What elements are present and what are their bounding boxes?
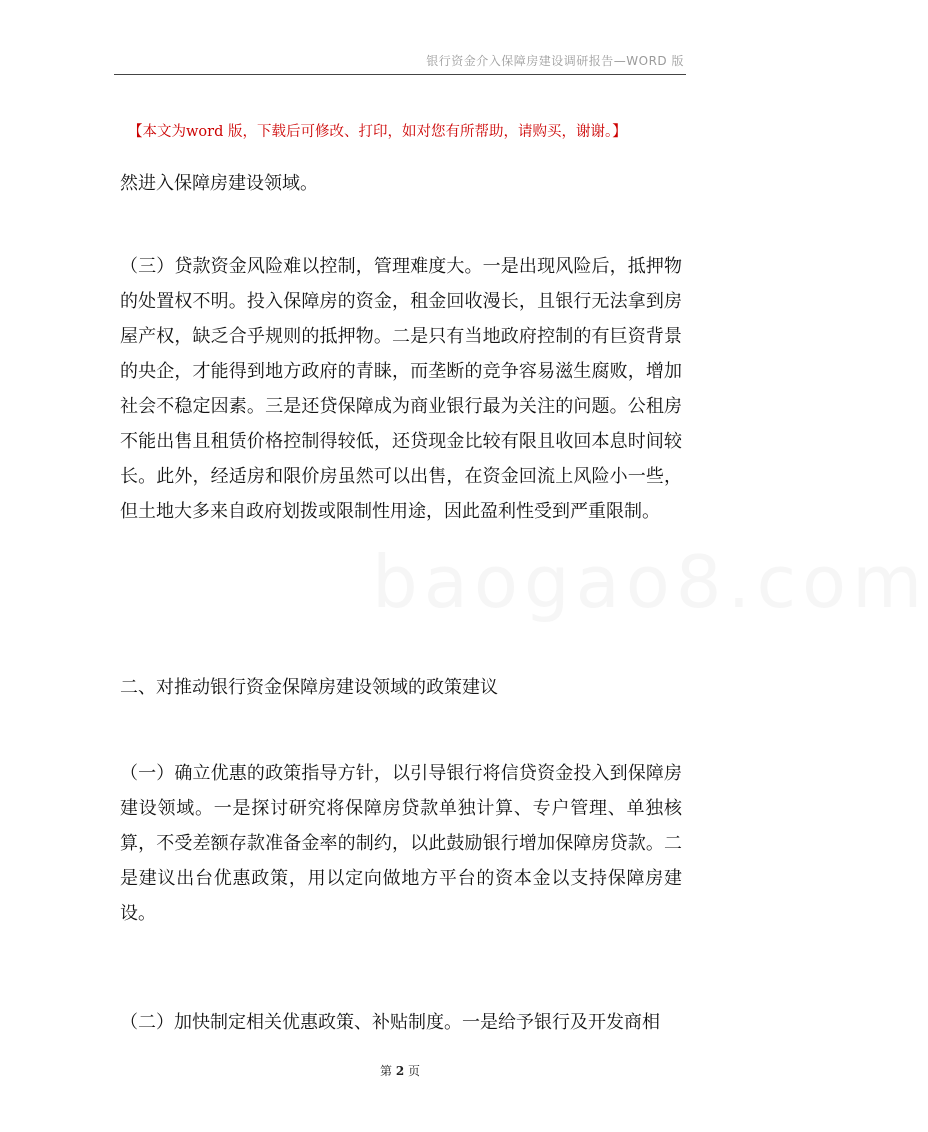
paragraph-policy-guidance: （一）确立优惠的政策指导方针，以引导银行将信贷资金投入到保障房建设领域。一是探讨研究将保障房贷款单独计算、专户管理、单独核算，不受差额存款准备金率的制约，以此鼓励银行增加保障房贷款。二是建议出台优惠政策，用以定向做地方平台的资本金以支持保障房建设。: [120, 763, 682, 924]
watermark: baogao8.com: [372, 540, 928, 624]
section-heading-policy-suggestions: 二、对推动银行资金保障房建设领域的政策建议: [120, 677, 498, 698]
document-header-title: 银行资金介入保障房建设调研报告—WORD 版: [426, 54, 684, 68]
page-number: 2: [395, 1064, 405, 1078]
paragraph-risk-control: （三）贷款资金风险难以控制，管理难度大。一是出现风险后，抵押物的处置权不明。投入保障房的资金，租金回收漫长，且银行无法拿到房屋产权，缺乏合乎规则的抵押物。二是只有当地政府控制的有巨资背景的央企，才能得到地方政府的青睐，而垄断的竞争容易滋生腐败，增加社会不稳定因素。三是还贷保障成为商业银行最为关注的问题。公租房不能出售且租赁价格控制得较低，还贷现金比较有限且收回本息时间较长。此外，经适房和限价房虽然可以出售，在资金回流上风险小一些，但土地大多来自政府划拨或限制性用途，因此盈利性受到严重限制。: [120, 256, 682, 522]
download-notice: 【本文为word 版，下载后可修改、打印，如对您有所帮助，请购买，谢谢。】: [128, 124, 627, 140]
page-footer: [0, 1062, 800, 1079]
paragraph-subsidy-system: （二）加快制定相关优惠政策、补贴制度。一是给予银行及开发商相: [120, 1012, 660, 1033]
footer-suffix: 页: [408, 1064, 421, 1078]
header-divider: [114, 74, 686, 75]
footer-prefix: 第: [379, 1064, 392, 1078]
paragraph-continuation: 然进入保障房建设领域。: [120, 173, 318, 194]
